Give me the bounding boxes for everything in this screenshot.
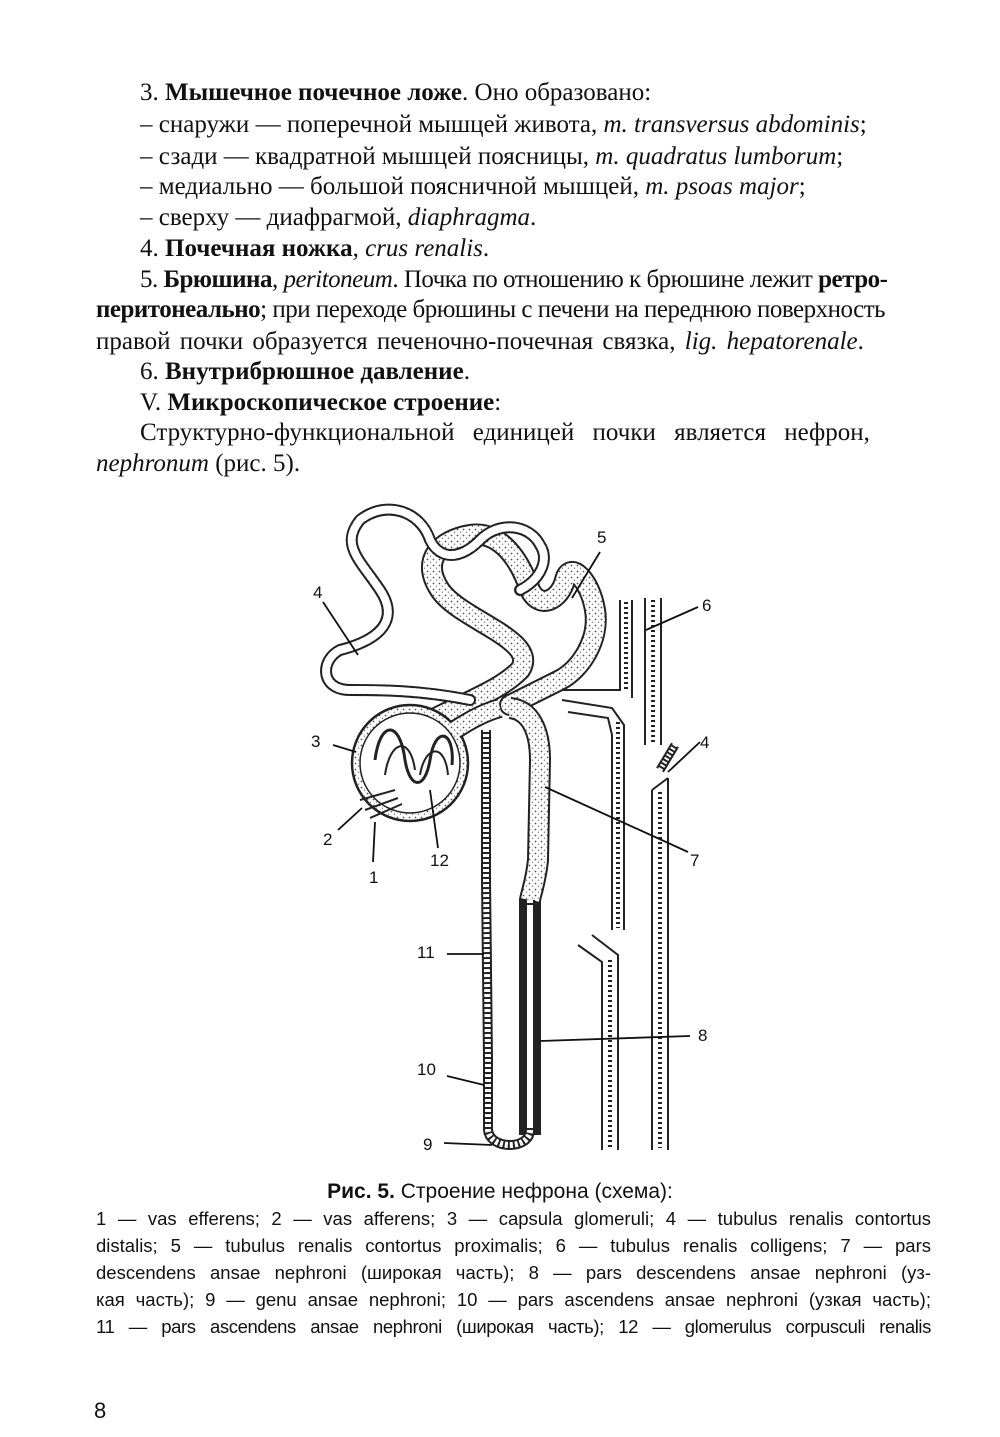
- text-span: . Оно образовано:: [462, 79, 652, 106]
- fig-label-10: 10: [417, 1060, 436, 1079]
- latin-term: crus renalis: [365, 235, 483, 262]
- nephron-diagram: [300, 495, 730, 1160]
- heading-term: Микроскопическое строение: [167, 389, 495, 416]
- text-span: правой почки образуется печеночно-почечная связка,: [96, 328, 676, 355]
- caption-line-2: distalis; 5 — tubulus renalis contortus proximalis; 6 — tubulus renalis colligens; 7 — pars: [96, 1235, 931, 1256]
- latin-term: m. psoas major: [645, 173, 799, 200]
- text-span: Структурно-функциональной единицей почки является нефрон,: [140, 419, 870, 446]
- item-number: V.: [140, 389, 162, 416]
- caption-line-4: кая часть); 9 — genu ansae nephroni; 10 — pars ascendens ansae nephroni (узкая часть);: [96, 1289, 931, 1310]
- latin-term: m. transversus abdominis: [603, 111, 860, 138]
- heading-term: ретро-: [818, 266, 888, 293]
- side-duct: [578, 935, 618, 1150]
- text-line-8: [96, 295, 885, 325]
- text-span: – медиально — большой поясничной мышцей,: [140, 173, 639, 200]
- fig-label-2: 2: [323, 830, 333, 849]
- fig-label-12: 12: [430, 851, 449, 870]
- collecting-duct: [645, 598, 668, 1150]
- latin-term: peritoneum: [283, 266, 393, 293]
- text-line-1: [140, 78, 651, 108]
- text-line-6: [140, 234, 489, 264]
- fig-label-4b: 4: [700, 733, 710, 752]
- caption-line-1: 1 — vas efferens; 2 — vas afferens; 3 — capsula glomeruli; 4 — tubulus renalis contortus: [96, 1208, 931, 1229]
- fig-label-9: 9: [423, 1135, 433, 1154]
- fig-label-11: 11: [417, 943, 435, 962]
- page-number: 8: [94, 1398, 107, 1423]
- fig-label-8: 8: [698, 1026, 708, 1045]
- text-span: (рис. 5).: [215, 450, 301, 477]
- punct: ,: [352, 235, 359, 262]
- latin-term: diaphragma: [407, 204, 530, 231]
- text-line-7: [140, 265, 887, 295]
- fig-label-5: 5: [597, 528, 607, 547]
- text-span: – снаружи — поперечной мышцей живота,: [140, 111, 598, 138]
- item-number: 3.: [140, 79, 159, 106]
- text-line-3: [140, 142, 843, 172]
- heading-term: Мышечное почечное ложе: [165, 79, 463, 106]
- text-line-9: [96, 327, 864, 357]
- punct: ;: [798, 173, 806, 200]
- heading-term: перитонеально: [96, 296, 261, 323]
- fig-label-1: 1: [369, 868, 379, 887]
- caption-line-5: 11 — pars ascendens ansae nephroni (широкая часть); 12 — glomerulus corpusculi renalis: [96, 1316, 931, 1337]
- latin-term: nephronum: [96, 450, 209, 477]
- fig-label-4a: 4: [313, 583, 323, 602]
- punct: ,: [271, 266, 278, 293]
- latin-term: m. quadratus lumborum: [595, 143, 837, 170]
- fig-label-6: 6: [702, 596, 712, 615]
- punct: :: [494, 389, 502, 416]
- text-line-4: [140, 172, 806, 202]
- text-span: . Почка по отношению к брюшине лежит: [392, 266, 813, 293]
- punct: .: [463, 358, 470, 385]
- distal-stub: [660, 745, 675, 770]
- item-number: 4.: [140, 235, 159, 262]
- caption-figure-number: Рис. 5.: [327, 1180, 395, 1203]
- text-span: ; при переходе брюшины с печени на переднюю поверхность: [260, 296, 886, 323]
- punct: ;: [859, 111, 867, 138]
- punct: .: [857, 328, 864, 355]
- item-number: 5.: [140, 266, 158, 293]
- fig-label-3: 3: [311, 732, 321, 751]
- caption-line-3: descendens ansae nephroni (широкая часть); 8 — pars descendens ansae nephroni (уз-: [96, 1262, 931, 1283]
- latin-term: lig. hepatorenale: [684, 328, 858, 355]
- text-span: – сверху — диафрагмой,: [140, 204, 402, 231]
- heading-term: Брюшина: [163, 266, 272, 293]
- caption-title-text: Строение нефрона (схема):: [400, 1180, 673, 1203]
- item-number: 6.: [140, 358, 159, 385]
- fig-label-7: 7: [690, 851, 700, 870]
- heading-term: Внутрибрюшное давление: [165, 358, 464, 385]
- text-line-11: [140, 388, 501, 418]
- text-line-10: [140, 357, 470, 387]
- text-line-5: [140, 203, 536, 233]
- punct: .: [530, 204, 537, 231]
- text-line-13: [96, 449, 300, 479]
- text-line-12: [140, 418, 870, 448]
- text-line-2: [140, 110, 867, 140]
- figure-caption-title: [0, 1178, 1000, 1206]
- heading-term: Почечная ножка: [165, 235, 353, 262]
- punct: ;: [836, 143, 844, 170]
- punct: .: [482, 235, 490, 262]
- text-span: – сзади — квадратной мышцей поясницы,: [140, 143, 590, 170]
